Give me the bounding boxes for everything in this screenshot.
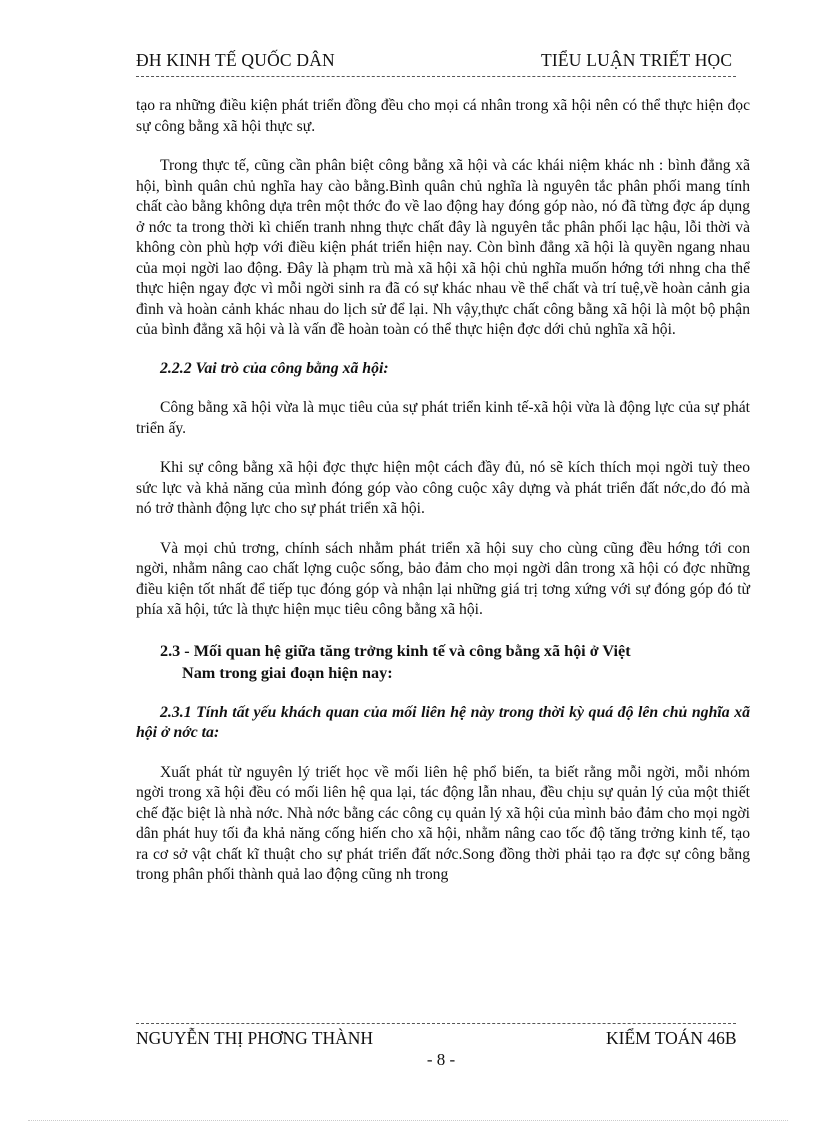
page-number: - 8 -	[426, 1050, 456, 1069]
header-university: ĐH KINH TẾ QUỐC DÂN	[136, 50, 335, 70]
header-divider	[136, 76, 736, 77]
paragraph-role-goal: Công bằng xã hội vừa là mục tiêu của sự phát triển kinh tế-xã hội vừa là động lực của sự phát triển ấy.	[136, 399, 750, 437]
header-essay-title: TIỂU LUẬN TRIẾT HỌC	[541, 50, 733, 70]
footer-class: KIỂM TOÁN 46B	[606, 1028, 737, 1048]
page-bottom-border	[28, 1120, 788, 1121]
footer-author: NGUYỄN THỊ PHƠNG THÀNH	[136, 1028, 374, 1048]
heading-2-3	[136, 640, 750, 684]
heading-2-3-1: 2.3.1 Tính tất yếu khách quan của mối liên hệ này trong thời kỳ quá độ lên chủ nghĩa xã hội ở nớc ta:	[136, 703, 750, 741]
paragraph-role-motivation: Khi sự công bằng xã hội đợc thực hiện một cách đầy đủ, nó sẽ kích thích mọi ngời tuỳ theo sức lực và khả năng của mình đóng góp vào công cuộc xây dựng và phát triển đất nớc,do đó mà nó trở thành động lực cho sự phát triển xã hội.	[136, 459, 750, 517]
paragraph-continuation: tạo ra những điều kiện phát triển đồng đều cho mọi cá nhân trong xã hội nên có thể thực hiện đọc sự công bằng xã hội thực sự.	[136, 97, 750, 135]
document-body	[136, 96, 750, 886]
paragraph-policies: Và mọi chủ trơng, chính sách nhằm phát triển xã hội suy cho cùng cũng đều hớng tới con ngời, nhằm nâng cao chất lợng cuộc sống, bảo đảm cho mọi ngời dân trong xã hội có đợc những điều kiện tốt nhất để tiếp tục đóng góp và nhận lại những giá trị tơng xứng với sự đóng góp đó từ phía xã hội, tức là thực hiện mục tiêu công bằng xã hội.	[136, 539, 750, 618]
footer-divider	[136, 1023, 736, 1024]
heading-2-2-2: 2.2.2 Vai trò của công bằng xã hội:	[160, 359, 389, 377]
paragraph-philosophy-origin: Xuất phát từ nguyên lý triết học về mối liên hệ phổ biến, ta biết rằng mỗi ngời, mỗi nhóm ngời trong xã hội đều có mối liên hệ qua lại, tác động lẫn nhau, đều chịu sự quản lý của một thiết chế đặc biệt là nhà nớc. Nhà nớc bằng các công cụ quản lý xã hội của mình bảo đảm cho mọi ngời dân phát huy tối đa khả năng cống hiến cho xã hội, nhằm nâng cao tốc độ tăng trởng kinh tế, tạo ra cơ sở vật chất kĩ thuật cho sự phát triển đất nớc.Song đồng thời phải tạo ra đợc sự công bằng trong phân phối thành quả lao động cũng nh trong	[136, 763, 750, 883]
heading-2-3-line1: 2.3 - Mối quan hệ giữa tăng trởng kinh tế và công bằng xã hội ở Việt	[160, 641, 631, 660]
heading-2-3-line2: Nam trong giai đoạn hiện nay:	[182, 663, 393, 682]
paragraph-social-equality-distinction: Trong thực tế, cũng cần phân biệt công bằng xã hội và các khái niệm khác nh : bình đẳng xã hội, bình quân chủ nghĩa hay cào bằng.Bình quân chủ nghĩa là nguyên tắc phân phối mang tính chất cào bằng không dựa trên một thớc đo về lao động hay đóng góp nào, nó đã từng đợc áp dụng ở nớc ta trong thời kì chiến tranh nhng thực chất đây là nguyên tắc phân phối lạc hậu, lỗi thời và không còn phù hợp với điều kiện phát triển hiện nay. Còn bình đẳng xã hội là quyền ngang nhau của mọi ngời lao động. Đây là phạm trù mà xã hội xã hội chủ nghĩa muốn hớng tới nhng cha thể thực hiện ngay đợc vì mỗi ngời sinh ra đã có sự khác nhau về thể chất và trí tuệ,về hoàn cảnh gia đình và hoàn cảnh khác nhau do lịch sử để lại. Nh vậy,thực chất công bằng xã hội là một bộ phận của bình đẳng xã hội và là vấn đề hoàn toàn có thể thực hiện đợc dới chủ nghĩa xã hội.	[136, 157, 750, 338]
